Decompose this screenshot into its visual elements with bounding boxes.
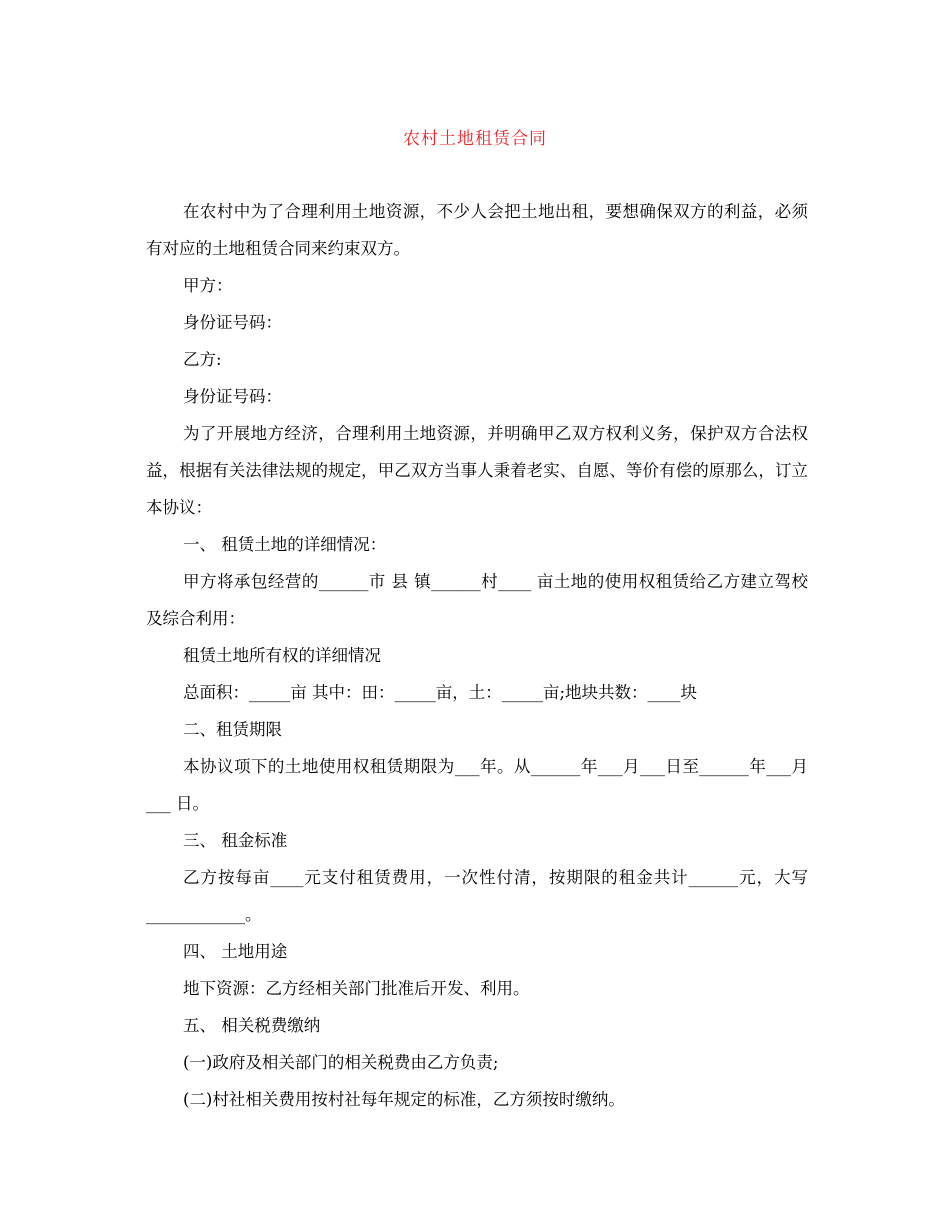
section-1-heading: 一、 租赁土地的详细情况： (183, 535, 387, 554)
intro-paragraph: 在农村中为了合理利用土地资源，不少人会把土地出租，要想确保双方的利益，必须有对应的土地租赁合同来约束双方。 (146, 202, 808, 258)
purpose-paragraph: 为了开展地方经济，合理利用土地资源，并明确甲乙双方权利义务，保护双方合法权益，根据有关法律法规的规定，甲乙双方当事人秉着老实、自愿、等价有偿的原那么，订立本协议： (146, 424, 808, 517)
section-5-heading: 五、 相关税费缴纳 (183, 1016, 321, 1035)
section-4-heading: 四、 土地用途 (183, 942, 288, 961)
land-location-paragraph: 甲方将承包经营的______市 县 镇______村____ 亩土地的使用权租赁给乙方建立驾校及综合利用： (146, 572, 808, 628)
document-title: 农村土地租赁合同 (403, 129, 547, 149)
tax-item-2: (二)村社相关费用按村社每年规定的标准，乙方须按时缴纳。 (183, 1090, 625, 1109)
rent-paragraph: 乙方按每亩____元支付租赁费用，一次性付清，按期限的租金共计______元，大写____________。 (146, 868, 808, 924)
section-2-heading: 二、租赁期限 (183, 720, 282, 739)
land-use-line: 地下资源：乙方经相关部门批准后开发、利用。 (183, 979, 530, 998)
area-line: 总面积：_____亩 其中：田：_____亩，土：_____亩;地块共数：____块 (183, 683, 698, 702)
term-paragraph: 本协议项下的土地使用权租赁期限为___年。从______年___月___日至______年___月___ 日。 (146, 757, 808, 813)
document-body (146, 193, 808, 1118)
party-a-id-label: 身份证号码： (183, 313, 282, 332)
party-b-id-label: 身份证号码： (183, 387, 282, 406)
tax-item-1: (一)政府及相关部门的相关税费由乙方负责; (183, 1053, 499, 1072)
party-b-label: 乙方: (183, 350, 222, 369)
section-3-heading: 三、 租金标准 (183, 831, 288, 850)
party-a-label: 甲方： (183, 276, 233, 295)
ownership-heading: 租赁土地所有权的详细情况 (183, 646, 381, 665)
